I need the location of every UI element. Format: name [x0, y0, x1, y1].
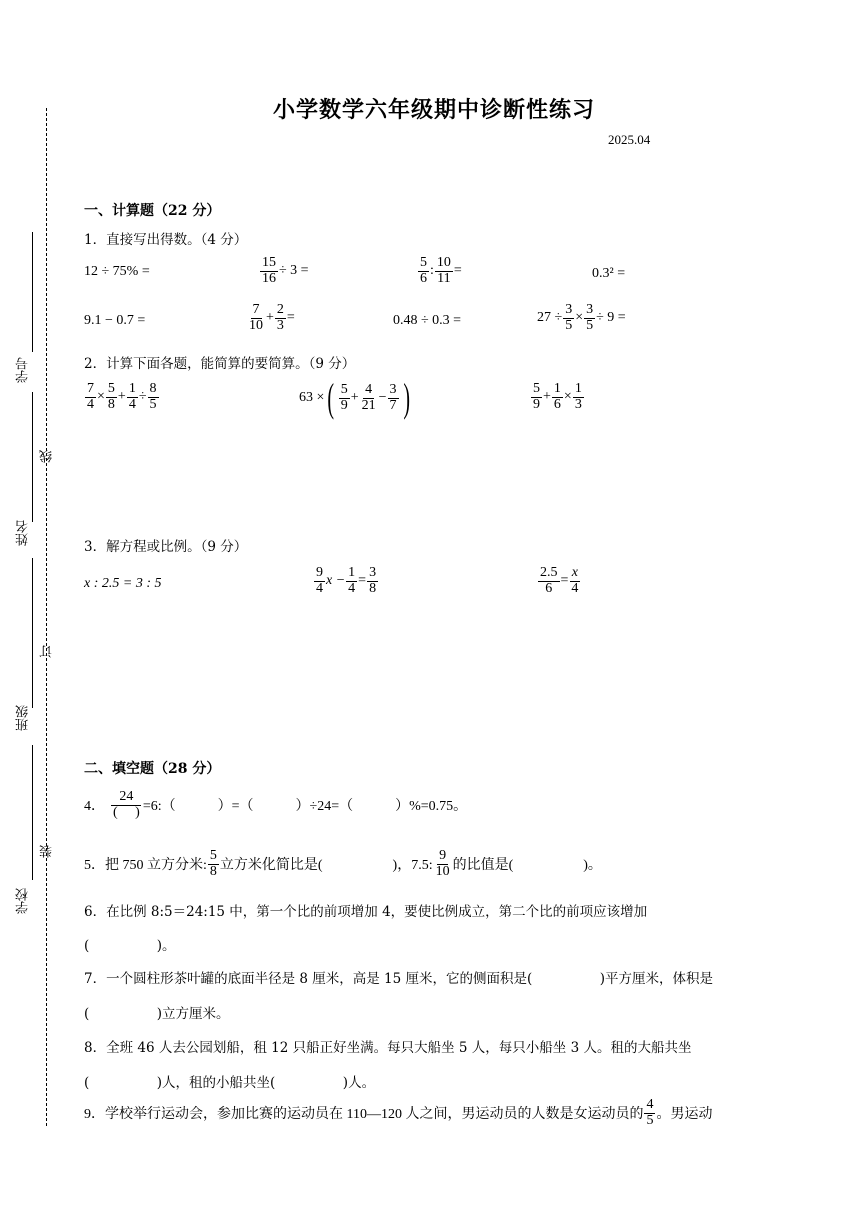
q6-line2: ( )。	[84, 938, 176, 954]
school-label: 学校	[16, 888, 31, 914]
q1-expr-7: 0.48 ÷ 0.3 =	[393, 313, 462, 328]
q1-expr-8: 27 ÷ $\frac{3}{5}$ × $\frac{3}{5}$ ÷ 9 =	[537, 302, 626, 333]
class-line	[32, 745, 33, 880]
class-label: 班级	[16, 705, 31, 731]
binding-dashed-line	[46, 108, 47, 1126]
q1-expr-4: 0.3² =	[592, 266, 626, 281]
q2-label: 2．计算下面各题，能简算的要简算。（9 分）	[84, 356, 356, 372]
q7-line1: 7．一个圆柱形茶叶罐的底面半径是 8 厘米，高是 15 厘米，它的侧面积是( )平方厘米，体积是	[84, 971, 714, 987]
student-id-label: 学号	[16, 357, 31, 383]
q1-expr-6: $\frac{7}{10}$ + $\frac{2}{3}$ =	[249, 302, 295, 333]
q2-expr-a: $\frac{7}{4}$ × $\frac{5}{8}$ + $\frac{1}{4}$ ÷ $\frac{8}{5}$	[87, 381, 157, 412]
q2-expr-b: 63 × ( $\frac{5}{9}$ + $\frac{4}{21}$ − $\frac{3}{7}$ )	[299, 375, 410, 420]
q1-label: 1．直接写出得数。（4 分）	[84, 232, 248, 248]
binding-xian: 线	[40, 450, 55, 463]
q3-expr-a: x : 2.5 = 3 : 5	[84, 576, 162, 591]
q1-expr-1: 12 ÷ 75% =	[84, 264, 150, 279]
q8-line2: ( )人，租的小船共坐( )人。	[84, 1075, 376, 1091]
exam-date: 2025.04	[608, 132, 651, 147]
page-title: 小学数学六年级期中诊断性练习	[272, 97, 595, 123]
q1-expr-2: $\frac{15}{16}$ ÷ 3 =	[262, 255, 309, 286]
q7-line2: ( )立方厘米。	[84, 1006, 230, 1022]
student-id-line	[32, 232, 33, 352]
q9: 9．学校举行运动会，参加比赛的运动员在 110—120 人之间，男运动员的人数是女运动员的 $\frac{4}{5}$ 。男运动	[84, 1097, 713, 1128]
name-label: 姓名	[16, 520, 31, 546]
q3-label: 3．解方程或比例。（9 分）	[84, 539, 248, 555]
section2-heading: 二、填空题（28 分）	[84, 761, 221, 777]
q8-line1: 8．全班 46 人去公园划船，租 12 只船正好坐满。每只大船坐 5 人，每只小船坐 3 人。租的大船共坐	[84, 1040, 692, 1056]
q3-expr-b: $\frac{9}{4}$ x − $\frac{1}{4}$ = $\frac{3}{8}$	[316, 565, 377, 596]
q6-line1: 6．在比例 8:5＝24:15 中，第一个比的前项增加 4，要使比例成立，第二个比的前项应该增加	[84, 904, 648, 920]
section1-heading: 一、计算题（22 分）	[84, 203, 221, 219]
name-line	[32, 558, 33, 708]
q4: 4． $\frac{24}{( )}$ =6:（ ）=（ ）÷24=（ ）%=0.75。	[84, 789, 468, 820]
q1-expr-3: $\frac{5}{6}$ : $\frac{10}{11}$ =	[420, 255, 462, 286]
student-id-line-2	[32, 392, 33, 522]
q2-expr-c: $\frac{5}{9}$ + $\frac{1}{6}$ × $\frac{1}{3}$	[533, 381, 582, 412]
binding-zhuang: 装	[40, 845, 55, 858]
q1-expr-5: 9.1 − 0.7 =	[84, 313, 146, 328]
binding-ding: 订	[40, 645, 55, 658]
q3-expr-c: $\frac{2.5}{6}$ = $\frac{x}{4}$	[540, 565, 579, 596]
q5: 5．把 750 立方分米: $\frac{5}{8}$ 立方米化简比是( )，7.5: $\frac{9}{10}$ 的比值是( )。	[84, 848, 602, 879]
